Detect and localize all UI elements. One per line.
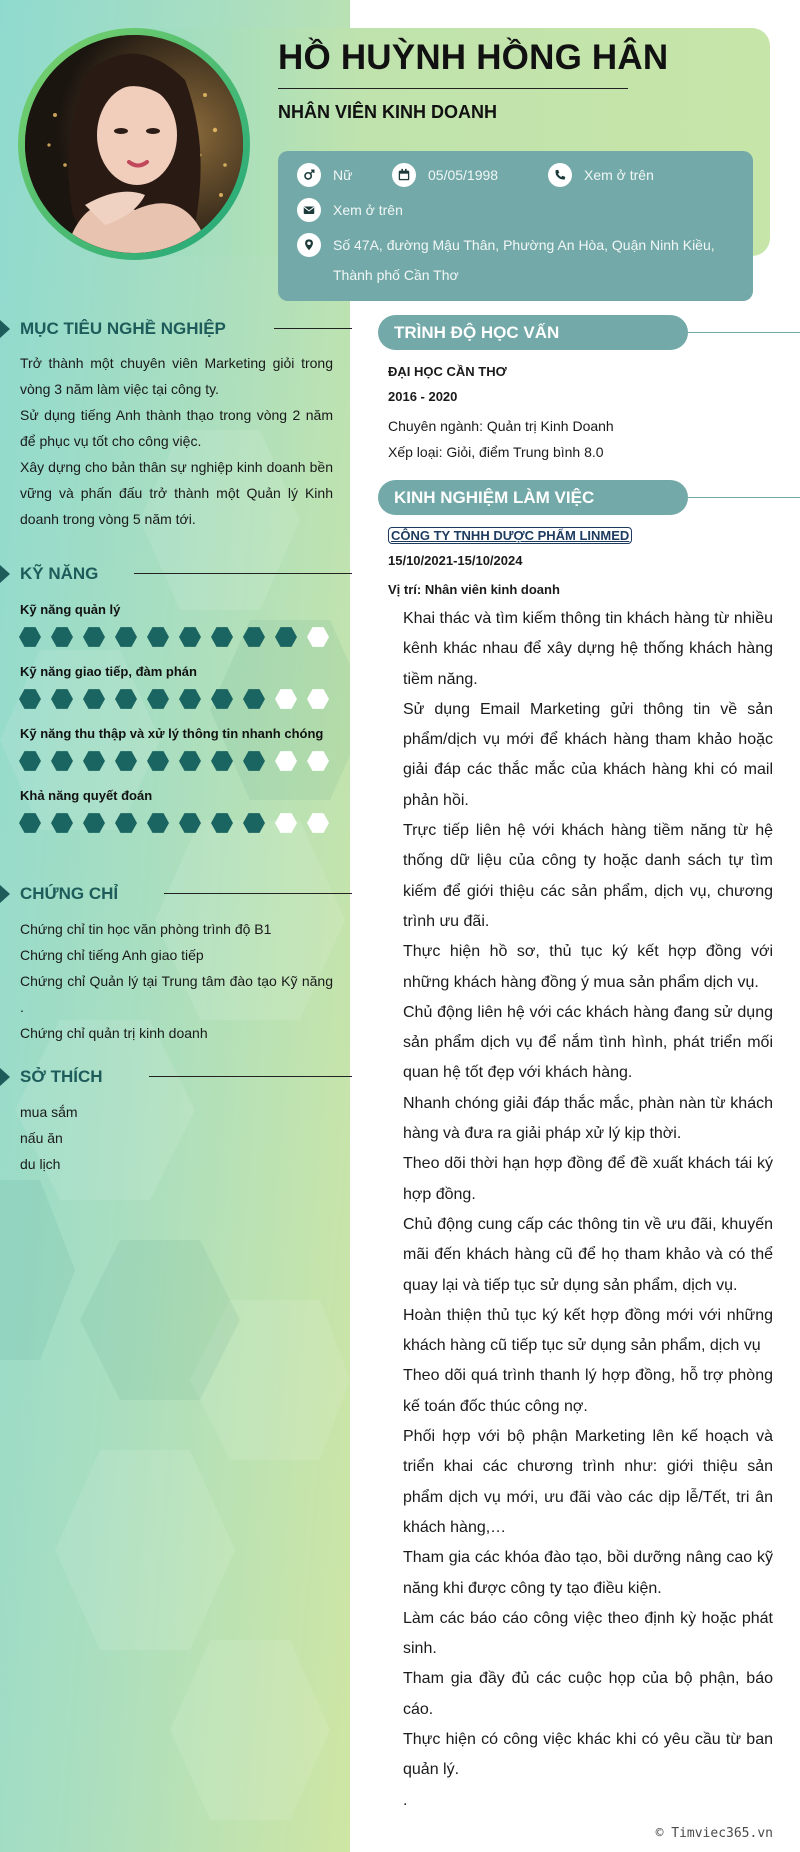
duty-item: Khai thác và tìm kiếm thông tin khách hàng từ nhiều kênh khác nhau để xây dựng hệ thống khách hàng tiềm năng.	[403, 610, 773, 688]
rating-hexagon-filled	[19, 812, 41, 834]
duty-item: .	[403, 1791, 408, 1809]
rating-hexagon-filled	[83, 750, 105, 772]
rating-hexagon-filled	[147, 626, 169, 648]
skill-rating	[19, 688, 329, 710]
school-name: ĐẠI HỌC CẦN THƠ	[388, 364, 507, 379]
rating-hexagon-filled	[83, 812, 105, 834]
experience-heading-rule	[688, 497, 800, 498]
rating-hexagon-filled	[211, 626, 233, 648]
birthday-value: 05/05/1998	[428, 167, 499, 183]
skill-rating	[19, 626, 329, 648]
rating-hexagon-filled	[19, 750, 41, 772]
email-value: Xem ở trên	[333, 202, 403, 218]
rating-hexagon-filled	[83, 688, 105, 710]
section-certificates-heading	[0, 884, 118, 904]
rating-hexagon-empty	[275, 812, 297, 834]
company-name: CÔNG TY TNHH DƯỢC PHẨM LINMED	[388, 527, 632, 544]
rating-hexagon-filled	[179, 750, 201, 772]
certificate-item: Chứng chỉ tin học văn phòng trình độ B1	[20, 921, 272, 937]
rating-hexagon-filled	[51, 688, 73, 710]
education-heading-rule	[688, 332, 800, 333]
education-title: TRÌNH ĐỘ HỌC VẤN	[394, 322, 560, 342]
rating-hexagon-filled	[19, 688, 41, 710]
rating-hexagon-filled	[51, 626, 73, 648]
duty-item: Chủ động cung cấp các thông tin về ưu đãi, khuyến mãi đến khách hàng cũ để họ tham khảo và có thể quay lại và tiếp tục sử dụng sản phẩm, dịch vụ.	[403, 1215, 773, 1294]
skill-name: Kỹ năng giao tiếp, đàm phán	[20, 664, 197, 679]
rating-hexagon-filled	[115, 812, 137, 834]
rating-hexagon-filled	[243, 688, 265, 710]
certificate-item: Chứng chỉ Quản lý tại Trung tâm đào tạo Kỹ năng .	[20, 973, 333, 1015]
duty-item: Tham gia các khóa đào tạo, bồi dưỡng nâng cao kỹ năng khi được công ty tạo điều kiện.	[403, 1549, 773, 1597]
rating-hexagon-filled	[115, 626, 137, 648]
skills-title: KỸ NĂNG	[20, 564, 99, 583]
rating-hexagon-filled	[243, 812, 265, 834]
education-major: Chuyên ngành: Quản trị Kinh Doanh	[388, 418, 614, 434]
objective-heading-rule	[274, 328, 352, 329]
duty-item: Theo dõi quá trình thanh lý hợp đồng, hỗ trợ phòng kế toán đốc thúc công nợ.	[403, 1367, 773, 1415]
skills-heading-rule	[134, 573, 352, 574]
job-title: NHÂN VIÊN KINH DOANH	[278, 102, 498, 122]
rating-hexagon-filled	[147, 688, 169, 710]
hobby-item: du lịch	[20, 1156, 61, 1172]
duty-item: Trực tiếp liên hệ với khách hàng tiềm năng từ hệ thống dữ liệu của công ty hoặc danh sách tự tìm kiếm để giới thiệu các sản phẩm, dịch vụ, chương trình ưu đãi.	[403, 822, 773, 930]
rating-hexagon-filled	[275, 626, 297, 648]
rating-hexagon-filled	[179, 626, 201, 648]
hobby-item: mua sắm	[20, 1104, 78, 1120]
rating-hexagon-filled	[51, 812, 73, 834]
full-name: HỒ HUỲNH HỒNG HÂN	[278, 38, 669, 77]
contact-email	[297, 198, 403, 222]
experience-period: 15/10/2021-15/10/2024	[388, 553, 523, 568]
objective-text	[20, 350, 333, 532]
section-hobbies-heading	[0, 1067, 103, 1087]
duty-item: Thực hiện hồ sơ, thủ tục ký kết hợp đồng với những khách hàng đồng ý mua sản phẩm dịch vụ.	[403, 943, 773, 991]
rating-hexagon-empty	[307, 750, 329, 772]
rating-hexagon-empty	[307, 626, 329, 648]
avatar	[18, 28, 250, 260]
heading-marker-icon	[0, 885, 10, 903]
section-skills-heading	[0, 564, 98, 584]
contact-phone	[548, 163, 654, 187]
education-period: 2016 - 2020	[388, 389, 458, 404]
contact-address	[297, 233, 715, 290]
rating-hexagon-filled	[51, 750, 73, 772]
section-objective-heading	[0, 319, 226, 339]
rating-hexagon-filled	[115, 688, 137, 710]
hobbies-title: SỞ THÍCH	[20, 1067, 103, 1086]
rating-hexagon-filled	[147, 812, 169, 834]
section-experience-heading	[378, 480, 688, 515]
hobbies-heading-rule	[149, 1076, 352, 1077]
skill-name: Khả năng quyết đoán	[20, 788, 153, 803]
duty-item: Chủ động liên hệ với các khách hàng đang sử dụng sản phẩm dịch vụ để nắm tình hình, phát triển mối quan hệ tốt đẹp với khách hàng.	[403, 1003, 773, 1082]
duty-item: Sử dụng Email Marketing gửi thông tin về sản phẩm/dịch vụ mới để khách hàng tham khảo hoặc giải đáp các thắc mắc của khách hàng khi có mail phản hồi.	[403, 700, 773, 809]
duty-item: Hoàn thiện thủ tục ký kết hợp đồng mới với những khách hàng cũ tiếp tục sử dụng sản phẩm, dịch vụ	[403, 1306, 773, 1355]
location-pin-icon	[297, 233, 321, 257]
calendar-icon	[392, 163, 416, 187]
gender-icon	[297, 163, 321, 187]
rating-hexagon-empty	[307, 688, 329, 710]
objective-paragraph: Sử dụng tiếng Anh thành thạo trong vòng 2 năm để phục vụ tốt cho công việc.	[20, 407, 333, 449]
heading-marker-icon	[0, 565, 10, 583]
duties-list	[403, 604, 773, 1816]
certificate-item: Chứng chỉ tiếng Anh giao tiếp	[20, 947, 204, 963]
objective-title: MỤC TIÊU NGHỀ NGHIỆP	[20, 319, 226, 338]
phone-value: Xem ở trên	[584, 167, 654, 183]
watermark-text: © Timviec365.vn	[655, 1826, 773, 1841]
rating-hexagon-filled	[179, 688, 201, 710]
address-line-1: Số 47A, đường Mậu Thân, Phường An Hòa, Quận Ninh Kiều,	[333, 237, 715, 253]
rating-hexagon-filled	[211, 750, 233, 772]
rating-hexagon-filled	[19, 626, 41, 648]
skill-name: Kỹ năng quản lý	[20, 602, 121, 617]
hobby-item: nấu ăn	[20, 1130, 63, 1146]
duty-item: Làm các báo cáo công việc theo định kỳ hoặc phát sinh.	[403, 1609, 773, 1658]
contact-gender	[297, 163, 352, 187]
contact-info-box	[278, 151, 753, 301]
rating-hexagon-filled	[243, 626, 265, 648]
objective-paragraph: Xây dựng cho bản thân sự nghiệp kinh doanh bền vững và phấn đấu trở thành một Quản lý Kinh doanh trong vòng 5 năm tới.	[20, 459, 333, 527]
hobbies-list	[20, 1099, 333, 1177]
objective-paragraph: Trở thành một chuyên viên Marketing giỏi trong vòng 3 năm làm việc tại công ty.	[20, 355, 333, 397]
rating-hexagon-empty	[275, 750, 297, 772]
rating-hexagon-filled	[147, 750, 169, 772]
contact-birthday	[392, 163, 498, 187]
certificate-item: Chứng chỉ quản trị kinh doanh	[20, 1025, 208, 1041]
certificates-list	[20, 916, 333, 1046]
education-grade: Xếp loại: Giỏi, điểm Trung bình 8.0	[388, 444, 604, 460]
mail-icon	[297, 198, 321, 222]
phone-icon	[548, 163, 572, 187]
profile-photo	[25, 35, 243, 253]
rating-hexagon-empty	[307, 812, 329, 834]
gender-value: Nữ	[333, 167, 353, 183]
certificates-heading-rule	[164, 893, 352, 894]
name-divider	[278, 88, 628, 89]
experience-position: Vị trí: Nhân viên kinh doanh	[388, 582, 560, 597]
duty-item: Tham gia đầy đủ các cuộc họp của bộ phận, báo cáo.	[403, 1670, 773, 1718]
duty-item: Phối hợp với bộ phận Marketing lên kế hoạch và triển khai các chương trình như: giới thiệu sản phẩm dịch vụ mới, ưu đãi vào các dịp lễ/Tết, tri ân khách hàng,…	[403, 1428, 773, 1536]
rating-hexagon-filled	[179, 812, 201, 834]
certificates-title: CHỨNG CHỈ	[20, 884, 119, 903]
address-value	[333, 230, 715, 290]
rating-hexagon-filled	[211, 812, 233, 834]
rating-hexagon-empty	[275, 688, 297, 710]
address-line-2: Thành phố Cần Thơ	[333, 267, 459, 283]
duty-item: Thực hiện có công việc khác khi có yêu cầu từ ban quản lý.	[403, 1730, 773, 1779]
rating-hexagon-filled	[211, 688, 233, 710]
rating-hexagon-filled	[115, 750, 137, 772]
rating-hexagon-filled	[243, 750, 265, 772]
duty-item: Nhanh chóng giải đáp thắc mắc, phàn nàn từ khách hàng và đưa ra giải pháp xử lý kịp thời.	[403, 1094, 773, 1143]
rating-hexagon-filled	[83, 626, 105, 648]
duty-item: Theo dõi thời hạn hợp đồng để đề xuất khách tái ký hợp đồng.	[403, 1155, 773, 1203]
experience-title: KINH NGHIỆM LÀM VIỆC	[394, 487, 595, 507]
skill-rating	[19, 812, 329, 834]
portrait-illustration	[25, 35, 243, 253]
heading-marker-icon	[0, 1068, 10, 1086]
skill-rating	[19, 750, 329, 772]
skill-name: Kỹ năng thu thập và xử lý thông tin nhanh chóng	[20, 726, 324, 741]
section-education-heading	[378, 315, 688, 350]
heading-marker-icon	[0, 320, 10, 338]
